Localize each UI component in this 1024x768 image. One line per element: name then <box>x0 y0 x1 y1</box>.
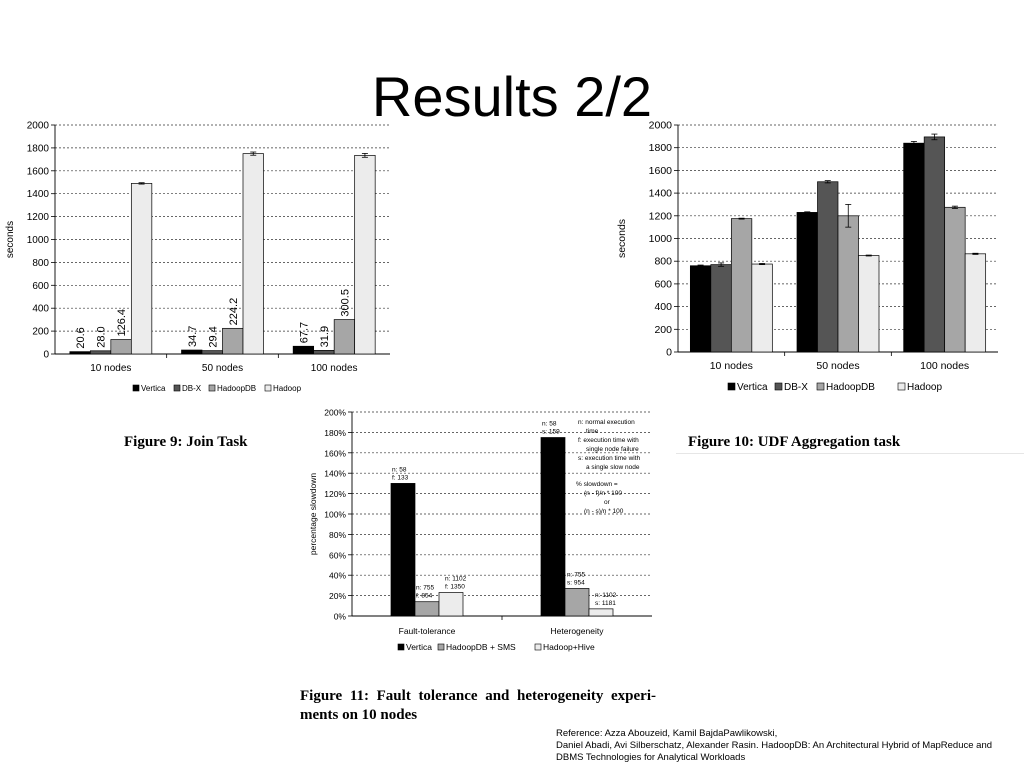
bar-vertica-50-nodes <box>797 212 818 352</box>
x-category-label: 10 nodes <box>709 360 753 372</box>
bar-annotation: f: 133 <box>392 474 409 482</box>
y-tick-label: 80% <box>328 529 346 540</box>
y-tick-label: 160% <box>324 448 346 459</box>
legend-swatch-hadoopdb <box>817 383 824 390</box>
y-tick-label: 100% <box>324 509 346 520</box>
x-category-label: 50 nodes <box>816 360 860 372</box>
bar-annotation: f: 1350 <box>445 583 465 591</box>
data-label: 29.4 <box>207 326 220 348</box>
chart-note: % slowdown = <box>576 481 618 488</box>
legend-swatch-vertica <box>133 385 139 391</box>
data-label: 34.7 <box>186 325 199 348</box>
legend-label-hadoopdb: HadoopDB <box>217 384 257 393</box>
bar-hadoop-10-nodes <box>131 183 152 354</box>
legend-label-db-x: DB-X <box>182 384 202 393</box>
y-tick-label: 600 <box>32 280 49 292</box>
bar-hadoop-100-nodes <box>965 254 986 352</box>
chart-note: (n - s)/n * 100 <box>584 508 624 515</box>
legend-swatch-hadoop <box>898 383 905 390</box>
legend-label-hadoopdb: HadoopDB <box>826 382 875 393</box>
data-label: 31.9 <box>318 325 331 348</box>
y-tick-label: 2000 <box>648 119 672 132</box>
y-tick-label: 1600 <box>648 164 672 177</box>
y-tick-label: 1800 <box>648 142 672 155</box>
y-tick-label: 0 <box>43 349 49 361</box>
bar-vertica-100-nodes <box>904 143 925 352</box>
figure-10-caption: Figure 10: UDF Aggregation task <box>688 434 901 450</box>
chart-note: n: normal execution <box>578 419 635 426</box>
chart-note: or <box>604 499 610 506</box>
bar-hadoop-10-nodes <box>752 264 773 352</box>
y-tick-label: 1000 <box>648 233 672 245</box>
udf-aggregation-chart <box>610 112 1024 402</box>
figure-9-caption: Figure 9: Join Task <box>124 434 248 450</box>
join-task-chart <box>0 112 400 402</box>
y-tick-label: 2000 <box>26 120 49 132</box>
bar-db-x-50-nodes <box>202 351 223 354</box>
y-axis-title: seconds <box>616 218 628 259</box>
y-tick-label: 200 <box>654 323 672 336</box>
data-label: 126.4 <box>116 308 129 337</box>
y-tick-label: 200% <box>324 407 346 418</box>
bar-annotation: s: 954 <box>567 579 585 587</box>
legend-swatch-db-x <box>775 383 782 390</box>
y-tick-label: 1200 <box>26 212 49 224</box>
chart-note: s: execution time with <box>578 455 641 462</box>
bar-annotation: f: 854 <box>416 592 433 600</box>
bar-vertica-10-nodes <box>70 352 91 354</box>
y-tick-label: 1800 <box>26 143 49 155</box>
y-tick-label: 0% <box>333 611 346 622</box>
figure-10-caption-rule <box>676 453 1024 454</box>
bar-hadoopdb-100-nodes <box>334 320 355 354</box>
legend-label-db-x: DB-X <box>784 382 808 393</box>
bar-db-x-10-nodes <box>90 351 111 354</box>
fault-tolerance-chart <box>300 402 660 664</box>
y-tick-label: 60% <box>328 550 346 561</box>
y-tick-label: 120% <box>324 489 346 500</box>
chart-note: single node failure <box>586 446 639 453</box>
y-axis-title: seconds <box>5 220 16 259</box>
reference-line-2: Daniel Abadi, Avi Silberschatz, Alexander Rasin. HadoopDB: An Architectural Hybrid of MapReduce and <box>556 740 993 751</box>
chart-note: a single slow node <box>586 464 640 471</box>
bar-annotation: s: 159 <box>542 428 560 436</box>
legend-label-hadoopdb-sms: HadoopDB + SMS <box>446 642 516 652</box>
y-tick-label: 800 <box>32 257 49 269</box>
y-tick-label: 140% <box>324 468 346 479</box>
x-category-label: Fault-tolerance <box>398 626 456 636</box>
y-tick-label: 600 <box>654 278 672 291</box>
chart-note: (n - f)/n * 100 <box>584 490 622 497</box>
legend-label-vertica: Vertica <box>737 382 768 393</box>
data-label: 28.0 <box>95 326 108 348</box>
data-label: 224.2 <box>227 297 240 326</box>
bar-vertica-fault-tolerance <box>391 483 415 616</box>
data-label: 300.5 <box>339 289 352 317</box>
bar-vertica-100-nodes <box>293 346 314 354</box>
reference-line-1: Reference: Azza Abouzeid, Kamil BajdaPawlikowski, <box>556 728 778 739</box>
bar-hadoopdb-50-nodes <box>223 328 244 354</box>
data-label: 67.7 <box>298 321 311 344</box>
y-tick-label: 1400 <box>26 189 49 201</box>
y-tick-label: 400 <box>654 301 672 314</box>
chart-note: time <box>586 428 599 435</box>
bar-annotation: n: 755 <box>416 584 435 592</box>
y-tick-label: 0 <box>666 346 672 359</box>
y-tick-label: 180% <box>324 427 346 438</box>
bar-db-x-50-nodes <box>818 182 839 352</box>
legend-swatch-hadoop-hive <box>535 644 541 650</box>
reference-line-3: DBMS Technologies for Analytical Workloads <box>556 752 746 763</box>
y-tick-label: 1200 <box>648 210 672 223</box>
x-category-label: 100 nodes <box>920 360 970 372</box>
bar-annotation: n: 1102 <box>595 591 617 599</box>
bar-hadoop-100-nodes <box>355 155 376 354</box>
x-category-label: 10 nodes <box>90 363 132 374</box>
bar-vertica-heterogeneity <box>541 438 565 617</box>
bar-hadoopdb-sms-fault-tolerance <box>415 602 439 616</box>
y-tick-label: 40% <box>328 570 346 581</box>
legend-label-vertica: Vertica <box>406 642 432 652</box>
bar-db-x-100-nodes <box>314 350 335 354</box>
x-category-label: 50 nodes <box>201 363 244 374</box>
bar-annotation: n: 58 <box>542 420 557 428</box>
bar-db-x-10-nodes <box>711 265 732 352</box>
bar-db-x-100-nodes <box>924 137 945 352</box>
y-axis-title: percentage slowdown <box>308 472 318 556</box>
legend-label-hadoop: Hadoop <box>907 382 943 393</box>
figure-11-caption-line1: Figure 11: Fault tolerance and heterogeneity experi- <box>300 688 656 704</box>
legend-swatch-hadoopdb-sms <box>438 644 444 650</box>
legend-swatch-hadoopdb <box>209 385 215 391</box>
bar-annotation: n: 755 <box>567 571 586 579</box>
y-tick-label: 400 <box>32 303 49 315</box>
legend-swatch-hadoop <box>265 385 271 391</box>
bar-hadoopdb-50-nodes <box>838 216 859 352</box>
bar-hadoop-hive-heterogeneity <box>589 609 613 616</box>
y-tick-label: 1000 <box>26 235 49 246</box>
legend-label-hadoop-hive: Hadoop+Hive <box>543 642 595 652</box>
legend-swatch-db-x <box>174 385 180 391</box>
bar-hadoop-50-nodes <box>859 256 880 352</box>
legend-label-vertica: Vertica <box>141 384 166 393</box>
y-tick-label: 200 <box>32 326 49 338</box>
bar-hadoopdb-sms-heterogeneity <box>565 588 589 616</box>
bar-vertica-50-nodes <box>182 350 203 354</box>
legend-swatch-vertica <box>398 644 404 650</box>
bar-hadoop-hive-fault-tolerance <box>439 593 463 616</box>
bar-hadoopdb-10-nodes <box>731 219 752 352</box>
bar-annotation: s: 1181 <box>595 599 616 607</box>
bar-hadoop-50-nodes <box>243 154 264 354</box>
figure-11-caption-line2: ments on 10 nodes <box>300 707 418 723</box>
x-category-label: 100 nodes <box>310 363 358 374</box>
legend-swatch-vertica <box>728 383 735 390</box>
y-tick-label: 20% <box>328 591 346 602</box>
y-tick-label: 1400 <box>648 187 672 200</box>
x-category-label: Heterogeneity <box>550 626 604 636</box>
bar-vertica-10-nodes <box>690 266 711 352</box>
data-label: 20.6 <box>75 327 88 349</box>
chart-note: f: execution time with <box>578 437 639 444</box>
bar-hadoopdb-100-nodes <box>945 207 966 352</box>
y-tick-label: 1600 <box>26 166 49 178</box>
y-tick-label: 800 <box>654 255 672 268</box>
bar-hadoopdb-10-nodes <box>111 340 132 354</box>
slide-title: Results 2/2 <box>371 65 653 128</box>
legend-label-hadoop: Hadoop <box>273 384 302 393</box>
bar-annotation: n: 1102 <box>445 575 467 583</box>
reference-citation <box>556 728 1024 764</box>
bar-annotation: n: 58 <box>392 466 407 474</box>
